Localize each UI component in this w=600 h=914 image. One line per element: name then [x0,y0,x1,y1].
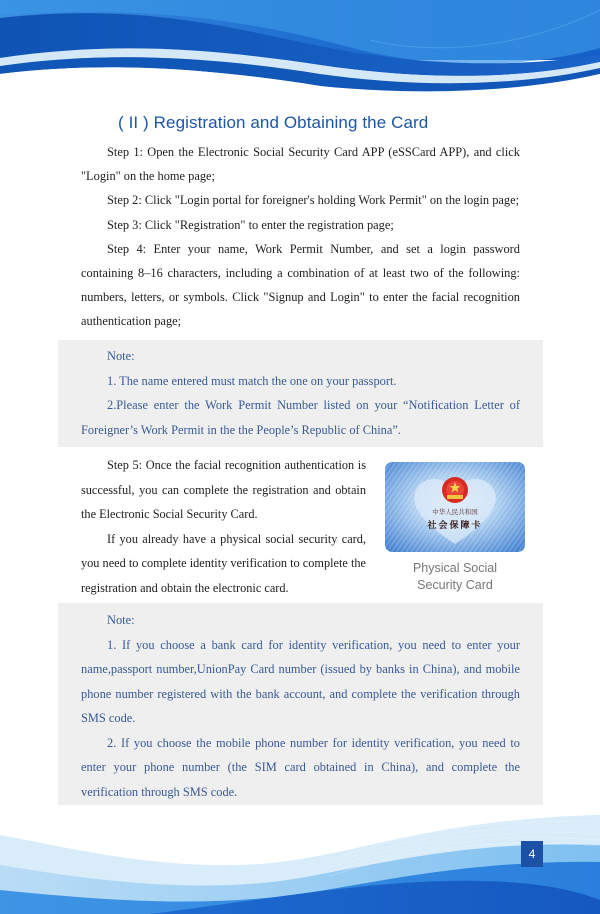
note-heading: Note: [107,349,135,363]
note-item: 2.Please enter the Work Permit Number listed on your “Notification Letter of Foreigner’s Work Permit in the the People’s Republic of China”. [81,398,520,437]
note-item: 1. The name entered must match the one on your passport. [107,373,397,388]
national-emblem-icon [442,477,468,503]
note-item: 1. If you choose a bank card for identity verification, you need to enter your name,passport number,UnionPay Card number (issued by banks in China), and mobile phone number registered with the bank account, and complete the verification through SMS code. [81,637,520,725]
note-item: 2. If you choose the mobile phone number for identity verification, you need to enter your phone number (the SIM card obtained in China), and complete the verification through SMS code. [81,735,520,799]
step-4-text: Step 4: Enter your name, Work Permit Number, and set a login password containing 8–16 characters, including a combination of at least two of the following: numbers, letters, or symbols. Click "Signup and Login" to enter the facial recognition authentication page; [81,241,520,329]
note-box-identity-verification [58,603,543,805]
page-number-badge: 4 [521,841,543,867]
steps-1-to-4 [81,140,520,334]
section-title: ( II ) Registration and Obtaining the Card [118,113,429,132]
step-3-text: Step 3: Click "Registration" to enter the registration page; [107,217,394,232]
card-title-text: 社会保障卡 [427,521,483,531]
card-caption-line-2: Security Card [417,578,493,592]
step-1-text: Step 1: Open the Electronic Social Security Card APP (eSSCard APP), and click "Login" on the home page; [81,145,520,184]
physical-card-text: If you already have a physical social security card, you need to complete identity verification to complete the registration and obtain the electronic card. [81,531,366,595]
note-heading: Note: [107,613,135,627]
step-2-text: Step 2: Click "Login portal for foreigner's holding Work Permit" on the login page; [107,193,520,208]
header-wave-decoration [0,0,600,110]
card-caption-line-1: Physical Social [412,561,498,575]
step-5-text: Step 5: Once the facial recognition authentication is successful, you can complete the registration and obtain the Electronic Social Security Card. [81,458,366,521]
footer-wave-decoration [0,800,600,914]
card-country-text: 中华人民共和国 [432,508,478,516]
step-5-section [81,453,366,600]
social-security-card-image [385,462,525,552]
note-box-name-requirements [58,340,543,447]
card-caption [385,560,525,594]
